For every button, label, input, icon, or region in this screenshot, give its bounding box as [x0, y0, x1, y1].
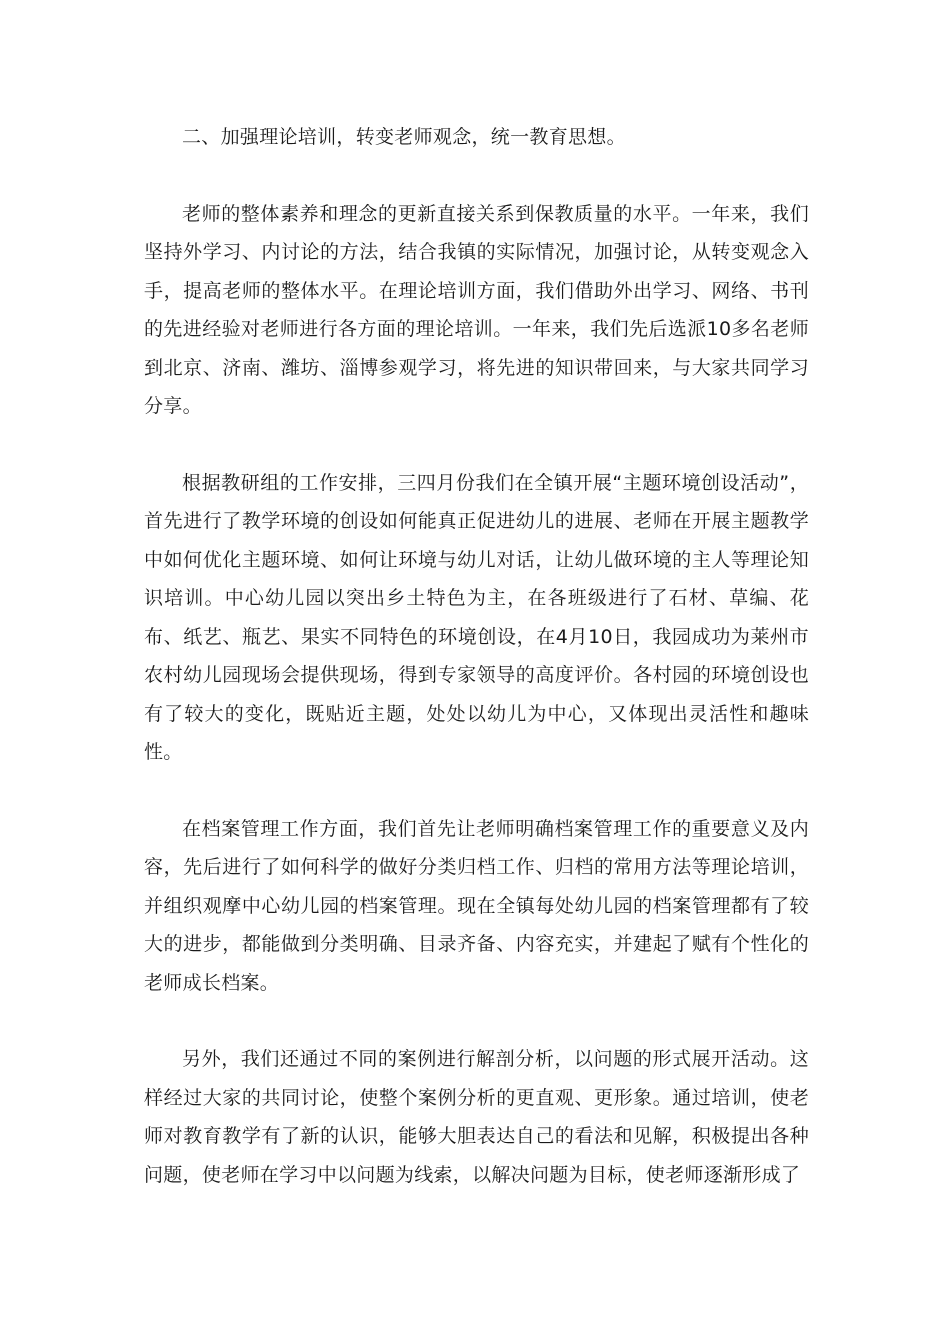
- paragraph-environment-creation: 根据教研组的工作安排，三四月份我们在全镇开展“主题环境创设活动”，首先进行了教学环境的创设如何能真正促进幼儿的进展、老师在开展主题教学中如何优化主题环境、如何让环境与幼儿对话，让幼儿做环境的主人等理论知识培训。中心幼儿园以突出乡土特色为主，在各班级进行了石材、草编、花布、纸艺、瓶艺、果实不同特色的环境创设，在4月10日，我园成功为莱州市农村幼儿园现场会提供现场，得到专家领导的高度评价。各村园的环境创设也有了较大的变化，既贴近主题，处处以幼儿为中心，又体现出灵活性和趣味性。: [144, 471, 809, 763]
- section-heading: 二、加强理论培训，转变老师观念，统一教育思想。: [182, 126, 626, 148]
- paragraph-case-analysis: 另外，我们还通过不同的案例进行解剖分析，以问题的形式展开活动。这样经过大家的共同讨论，使整个案例分析的更直观、更形象。通过培训，使老师对教育教学有了新的认识，能够大胆表达自己的看法和见解，积极提出各种问题，使老师在学习中以问题为线索，以解决问题为目标，使老师逐渐形成了: [144, 1048, 809, 1186]
- paragraph-teacher-training: 老师的整体素养和理念的更新直接关系到保教质量的水平。一年来，我们坚持外学习、内讨论的方法，结合我镇的实际情况，加强讨论，从转变观念入手，提高老师的整体水平。在理论培训方面，我们借助外出学习、网络、书刊的先进经验对老师进行各方面的理论培训。一年来，我们先后选派10多名老师到北京、济南、潍坊、淄博参观学习，将先进的知识带回来，与大家共同学习分享。: [144, 202, 809, 417]
- document-body: [144, 118, 809, 1194]
- paragraph-archive-management: 在档案管理工作方面，我们首先让老师明确档案管理工作的重要意义及内容，先后进行了如何科学的做好分类归档工作、归档的常用方法等理论培训，并组织观摩中心幼儿园的档案管理。现在全镇每处幼儿园的档案管理都有了较大的进步，都能做到分类明确、目录齐备、内容充实，并建起了赋有个性化的老师成长档案。: [144, 817, 809, 994]
